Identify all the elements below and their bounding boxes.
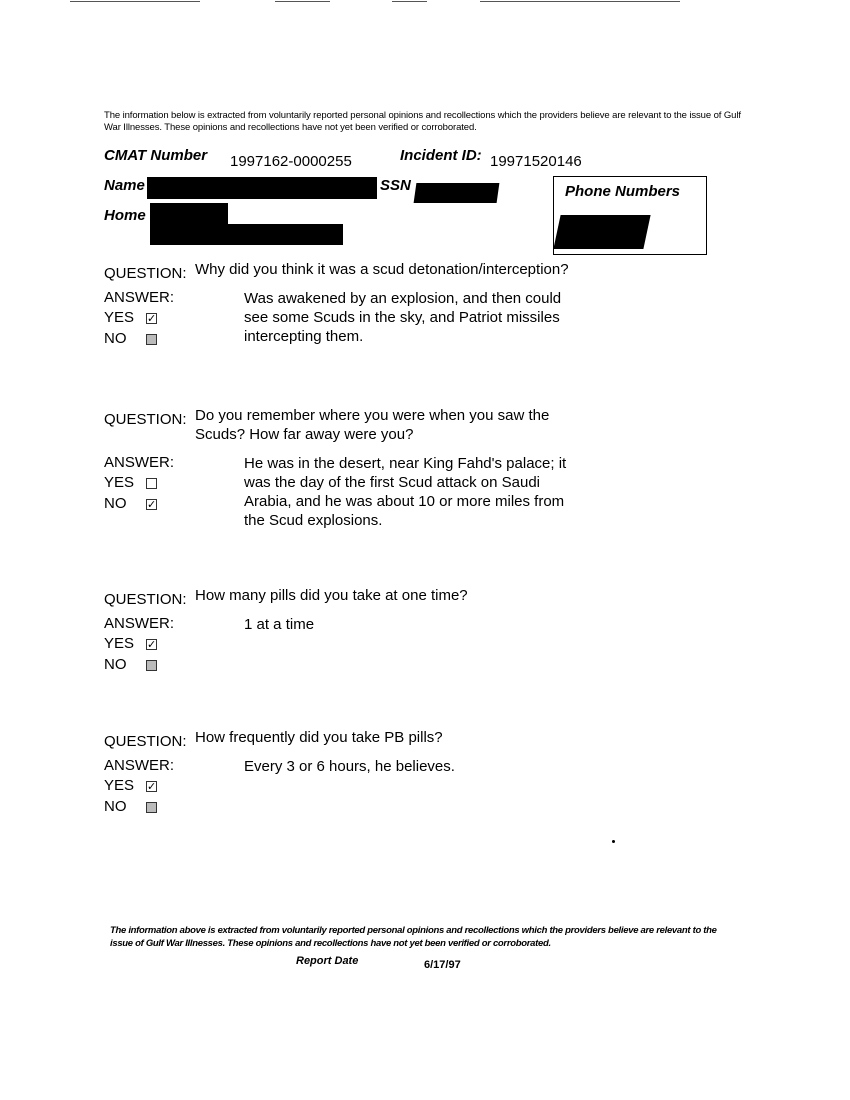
question-label: QUESTION: xyxy=(104,411,187,428)
report-date-value: 6/17/97 xyxy=(424,959,461,971)
answer-text: see some Scuds in the sky, and Patriot missiles xyxy=(244,309,560,326)
question-text: How frequently did you take PB pills? xyxy=(195,729,443,746)
question-text: How many pills did you take at one time? xyxy=(195,587,468,604)
scan-line xyxy=(275,1,330,2)
answer-text: Every 3 or 6 hours, he believes. xyxy=(244,758,455,775)
incident-value: 19971520146 xyxy=(490,153,582,170)
yes-label: YES xyxy=(104,474,135,491)
name-redaction xyxy=(147,177,377,199)
cmat-label: CMAT Number xyxy=(104,147,208,164)
incident-label: Incident ID: xyxy=(400,147,482,164)
answer-label: ANSWER: xyxy=(104,454,175,471)
question-text: Why did you think it was a scud detonation/interception? xyxy=(195,261,569,278)
answer-text: Arabia, and he was about 10 or more miles from xyxy=(244,493,565,510)
answer-text: was the day of the first Scud attack on Saudi xyxy=(244,474,541,491)
question-label: QUESTION: xyxy=(104,733,187,750)
ssn-redaction xyxy=(414,183,500,203)
phone-redaction xyxy=(553,215,650,249)
home-label: Home xyxy=(104,207,146,224)
yes-label: YES xyxy=(104,635,135,652)
top-disclaimer: The information below is extracted from voluntarily reported personal opinions and recollections which the providers believe are relevant to the issue of Gulf War Illnesses. These opinions and recollections have not yet been verified or corroborated. xyxy=(104,110,741,133)
answer-label: ANSWER: xyxy=(104,757,175,774)
answer-text: the Scud explosions. xyxy=(244,512,383,529)
scan-speck xyxy=(612,840,615,843)
yes-label: YES xyxy=(104,309,135,326)
bottom-disclaimer: The information above is extracted from voluntarily reported personal opinions and recollections which the providers believe are relevant to the issue of Gulf War Illnesses. These opinions and recollections have not yet been verified or corroborated. xyxy=(110,925,717,949)
scan-line xyxy=(480,1,680,2)
yes-checkbox[interactable]: ✓ xyxy=(147,780,157,793)
question-text: Scuds? How far away were you? xyxy=(195,426,414,443)
no-checkbox[interactable] xyxy=(146,334,157,345)
home-redaction xyxy=(150,224,343,245)
answer-text: intercepting them. xyxy=(244,328,364,345)
yes-checkbox[interactable]: ✓ xyxy=(147,312,157,325)
phone-numbers-label: Phone Numbers xyxy=(565,183,681,200)
question-label: QUESTION: xyxy=(104,591,187,608)
no-label: NO xyxy=(104,330,127,347)
answer-text: Was awakened by an explosion, and then could xyxy=(244,290,562,307)
no-label: NO xyxy=(104,798,127,815)
yes-label: YES xyxy=(104,777,135,794)
no-checkbox[interactable] xyxy=(146,660,157,671)
question-label: QUESTION: xyxy=(104,265,187,282)
no-label: NO xyxy=(104,656,127,673)
answer-label: ANSWER: xyxy=(104,289,175,306)
no-checkbox[interactable] xyxy=(146,802,157,813)
question-text: Do you remember where you were when you saw the xyxy=(195,407,550,424)
ssn-label: SSN xyxy=(380,177,411,194)
no-checkbox[interactable]: ✓ xyxy=(147,498,157,511)
answer-text: He was in the desert, near King Fahd's palace; it xyxy=(244,455,567,472)
phone-numbers-box xyxy=(553,176,707,255)
report-date-label: Report Date xyxy=(296,955,359,967)
answer-label: ANSWER: xyxy=(104,615,175,632)
name-label: Name xyxy=(104,177,145,194)
answer-text: 1 at a time xyxy=(244,616,315,633)
no-label: NO xyxy=(104,495,127,512)
yes-checkbox[interactable]: ✓ xyxy=(147,638,157,651)
scan-line xyxy=(70,1,200,2)
yes-checkbox[interactable] xyxy=(146,478,157,489)
scan-line xyxy=(392,1,427,2)
cmat-value: 1997162-0000255 xyxy=(230,153,352,170)
home-redaction xyxy=(150,203,228,226)
